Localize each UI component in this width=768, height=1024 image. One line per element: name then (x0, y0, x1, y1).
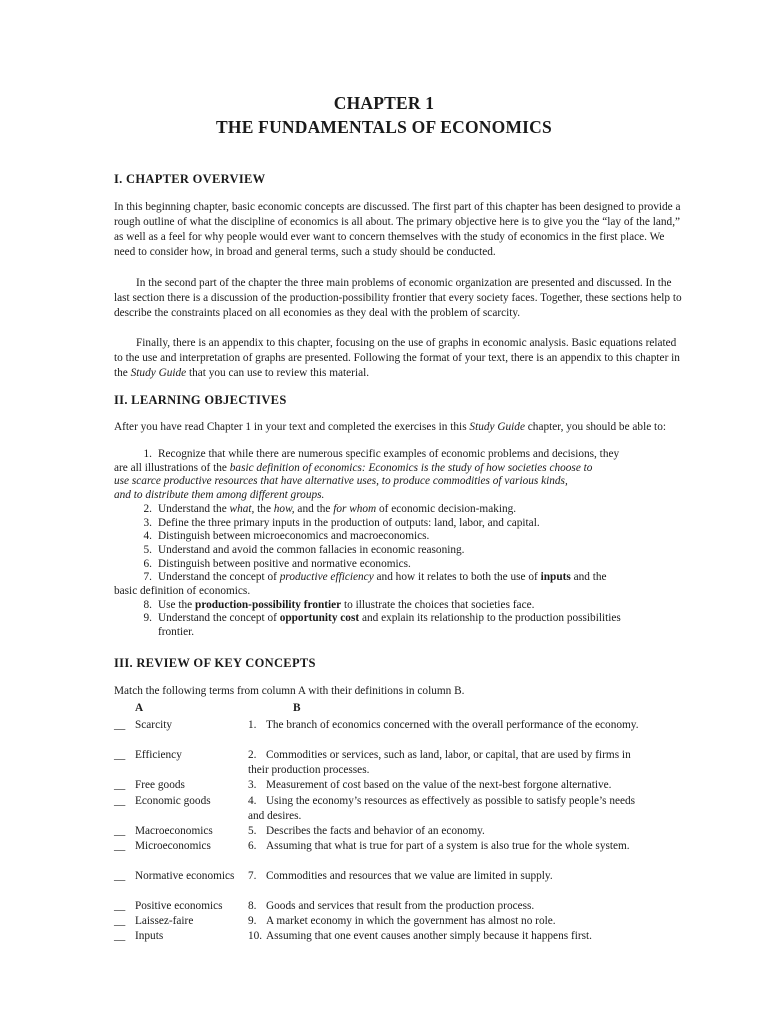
answer-blank[interactable]: __ (114, 870, 126, 882)
overview-paragraph-3: Finally, there is an appendix to this chapter, focusing on the use of graphs in economic analysis. Basic equations related to the use and interpretation of graphs are presented. Following the format of your text, there is an appendix to this chapter in the Study Guide that you can use to review this material. (114, 337, 680, 380)
definition-text: 10. Assuming that one event causes another simply because it happens first. (248, 930, 592, 942)
definition-text: 4. Using the economy’s resources as effectively as possible to satisfy people’s needs and desires. (248, 795, 636, 822)
term-label: Normative economics (135, 870, 235, 882)
section-heading-key-concepts: III. REVIEW OF KEY CONCEPTS (114, 656, 316, 670)
matching-instructions: Match the following terms from column A with their definitions in column B. (114, 685, 465, 697)
objective-item-6: 6. Distinguish between positive and normative economics. (143, 557, 411, 570)
objective-item-7: 7. Understand the concept of productive efficiency and how it relates to both the use of inputs and the basic definition of economics. (114, 571, 607, 598)
answer-blank[interactable]: __ (114, 900, 126, 912)
definition-text: 5. Describes the facts and behavior of an economy. (248, 825, 485, 837)
objective-item-4: 4. Distinguish between microeconomics and macroeconomics. (143, 530, 430, 543)
term-label: Inputs (135, 930, 164, 942)
term-label: Microeconomics (135, 840, 211, 852)
objective-item-1: 1. Recognize that while there are numerous specific examples of economic problems and decisions, they are all illustrations of the basic definition of economics: Economics is the study of how societies choose to use scarce productive resources that have alternative uses, to produce commodities of various kinds, and to distribute them among different groups. (114, 448, 620, 502)
objective-item-9: 9. Understand the concept of opportunity cost and explain its relationship to the production possibilities frontier. (143, 612, 621, 639)
objective-item-8: 8. Use the production-possibility frontier to illustrate the choices that societies face. (143, 598, 535, 611)
objectives-list (114, 448, 684, 640)
term-label: Free goods (135, 779, 185, 791)
column-a-header: A (135, 702, 144, 714)
term-label: Scarcity (135, 719, 173, 731)
term-label: Laissez-faire (135, 915, 194, 927)
section-heading-objectives: II. LEARNING OBJECTIVES (114, 393, 287, 407)
objectives-intro: After you have read Chapter 1 in your text and completed the exercises in this Study Guide chapter, you should be able to: (114, 421, 666, 433)
answer-blank[interactable]: __ (114, 719, 126, 731)
definition-text: 2. Commodities or services, such as land, labor, or capital, that are used by firms in their production processes. (248, 749, 631, 776)
objective-item-5: 5. Understand and avoid the common fallacies in economic reasoning. (143, 543, 465, 556)
answer-blank[interactable]: __ (114, 930, 126, 942)
study-guide-title: Study Guide (130, 367, 187, 380)
overview-paragraph-2: In the second part of the chapter the three main problems of economic organization are presented and discussed. In the last section there is a discussion of the production-possibility frontier that every society faces. Together, these sections help to describe the constraints placed on all economies as they deal with the problem of scarcity. (114, 277, 682, 320)
answer-blank[interactable]: __ (114, 749, 126, 761)
definition-text: 7. Commodities and resources that we value are limited in supply. (248, 870, 553, 882)
term-label: Efficiency (135, 749, 182, 761)
answer-blank[interactable]: __ (114, 915, 126, 927)
term-label: Macroeconomics (135, 825, 213, 837)
answer-blank[interactable]: __ (114, 795, 126, 807)
column-b-header: B (293, 702, 301, 714)
objective-item-2: 2. Understand the what, the how, and the for whom of economic decision-making. (143, 502, 517, 515)
chapter-title: THE FUNDAMENTALS OF ECONOMICS (216, 117, 552, 137)
answer-blank[interactable]: __ (114, 779, 126, 791)
overview-paragraph-1: In this beginning chapter, basic economic concepts are discussed. The first part of this chapter has been designed to provide a rough outline of what the discipline of economics is all about. The primary objective here is to give you the “lay of the land,” as well as a feel for why people would ever want to concern themselves with the study of economics in the first place. We need to consider how, in broad and general terms, such a study should be conducted. (114, 201, 681, 259)
definition-text: 6. Assuming that what is true for part of a system is also true for the whole system. (248, 840, 630, 852)
answer-blank[interactable]: __ (114, 840, 126, 852)
definition-text: 9. A market economy in which the government has almost no role. (248, 915, 556, 927)
chapter-number: CHAPTER 1 (333, 93, 435, 113)
objective-item-3: 3. Define the three primary inputs in the production of outputs: land, labor, and capital. (143, 516, 540, 529)
section-heading-overview: I. CHAPTER OVERVIEW (114, 172, 266, 186)
definition-text: 3. Measurement of cost based on the value of the next-best forgone alternative. (248, 779, 612, 791)
term-label: Economic goods (135, 795, 211, 807)
definition-text: 1. The branch of economics concerned with the overall performance of the economy. (248, 719, 639, 731)
answer-blank[interactable]: __ (114, 825, 126, 837)
definition-text: 8. Goods and services that result from the production process. (248, 900, 535, 912)
term-label: Positive economics (135, 900, 223, 912)
